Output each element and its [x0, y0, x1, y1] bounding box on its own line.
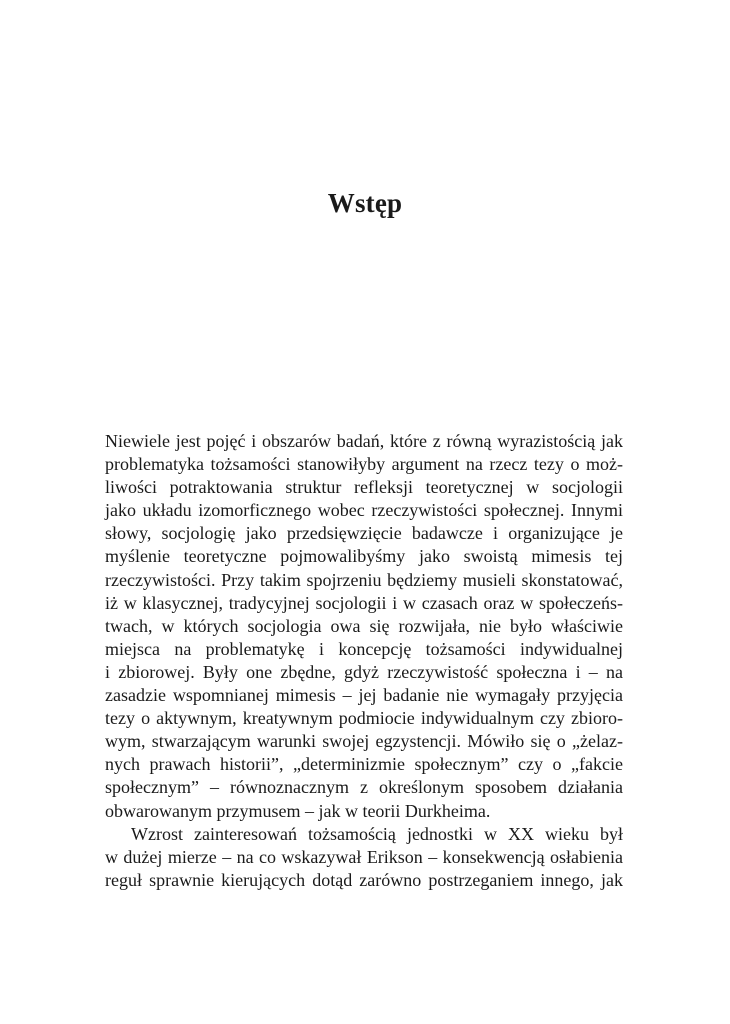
text-line: liwości potraktowania struktur refleksji teoretycznej w socjologii — [105, 477, 623, 498]
text-line: problematyka tożsamości stanowiłyby argument na rzecz tezy o moż- — [105, 454, 623, 475]
text-line: obwarowanym przymusem – jak w teorii Durkheima. — [105, 800, 491, 821]
body-text — [105, 430, 623, 892]
text-line: rzeczywistości. Przy takim spojrzeniu będziemy musieli skonstatować, — [105, 569, 623, 590]
text-line: tezy o aktywnym, kreatywnym podmiocie indywidualnym czy zbioro- — [105, 708, 623, 729]
chapter-title: Wstęp — [327, 188, 403, 218]
text-line: zasadzie wspomnianej mimesis – jej badanie nie wymagały przyjęcia — [105, 685, 623, 706]
paragraph-1 — [105, 430, 623, 823]
text-line: i zbiorowej. Były one zbędne, gdyż rzeczywistość społeczna i – na — [105, 661, 623, 682]
text-line: wym, stwarzającym warunki swojej egzystencji. Mówiło się o „żelaz- — [105, 731, 623, 752]
text-line: miejsca na problematykę i koncepcję tożsamości indywidualnej — [105, 638, 623, 659]
text-line: nych prawach historii”, „determinizmie społecznym” czy o „fakcie — [105, 754, 623, 775]
text-line: Wzrost zainteresowań tożsamością jednostki w XX wieku był — [131, 823, 623, 844]
paragraph-2 — [105, 823, 623, 892]
text-line: myślenie teoretyczne pojmowalibyśmy jako swoistą mimesis tej — [105, 546, 623, 567]
text-line: reguł sprawnie kierujących dotąd zarówno postrzeganiem innego, jak — [105, 869, 623, 890]
text-line: społecznym” – równoznacznym z określonym sposobem działania — [105, 777, 623, 798]
text-line: słowy, socjologię jako przedsięwzięcie badawcze i organizujące je — [105, 523, 623, 544]
text-line: Niewiele jest pojęć i obszarów badań, które z równą wyrazistością jak — [105, 431, 623, 451]
text-line: w dużej mierze – na co wskazywał Erikson – konsekwencją osłabienia — [105, 846, 623, 867]
text-line: twach, w których socjologia owa się rozwijała, nie było właściwie — [105, 615, 623, 636]
text-line: jako układu izomorficznego wobec rzeczywistości społecznej. Innymi — [105, 500, 623, 521]
text-line: iż w klasycznej, tradycyjnej socjologii i w czasach oraz w społeczeńs- — [105, 592, 623, 613]
